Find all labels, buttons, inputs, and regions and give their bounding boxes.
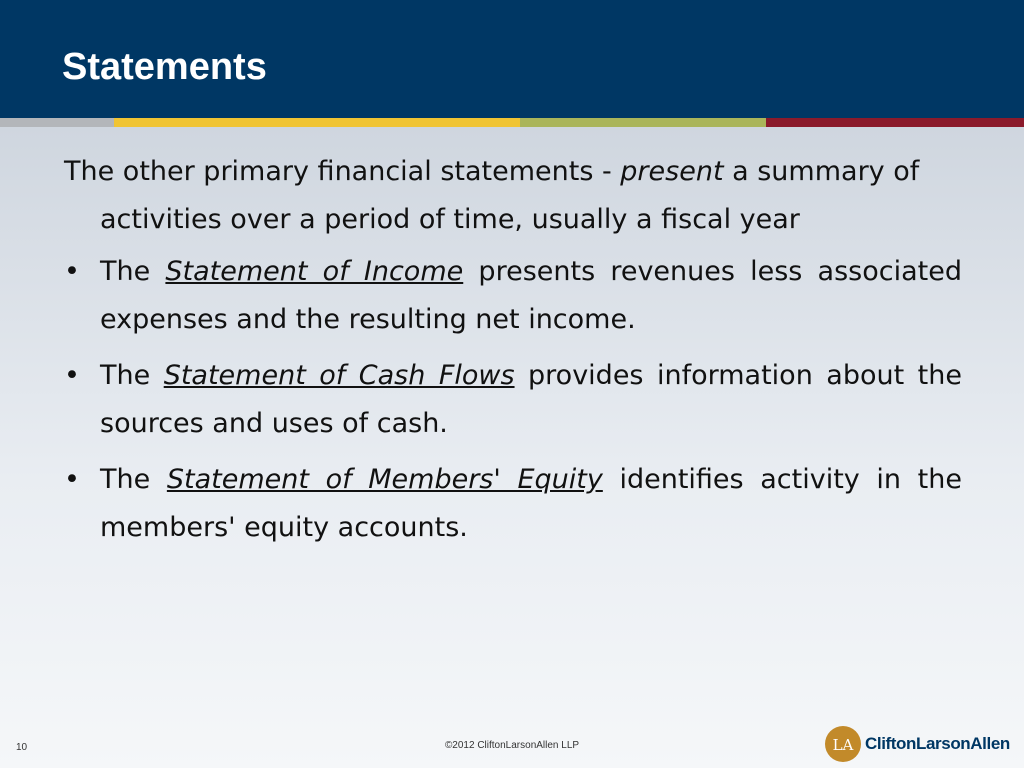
term-statement-of-income[interactable]: Statement of Income (165, 256, 464, 287)
intro-text-end: a summary of activities over a period of time, usually a fiscal year (100, 156, 920, 235)
intro-emphasis: present (620, 156, 724, 187)
bullet-rest: identifies activity in the members' equity accounts. (100, 464, 962, 543)
bullet-dot: • (64, 256, 80, 287)
slide-number: 10 (16, 742, 28, 753)
accent-stripe-gray (0, 118, 114, 127)
bullet-dot: • (64, 360, 80, 391)
accent-stripe-red (766, 118, 1024, 127)
slide-body (64, 148, 962, 560)
bullet-dot: • (64, 464, 80, 495)
slide-header (0, 0, 1024, 118)
term-statement-of-members-equity[interactable]: Statement of Members' Equity (166, 464, 603, 495)
bullet-statement-of-income (64, 248, 962, 344)
slide-title: Statements (62, 46, 267, 88)
bullet-lead: The (100, 464, 167, 495)
logo-wordmark: CliftonLarsonAllen (865, 734, 1010, 753)
intro-paragraph (64, 148, 962, 244)
term-statement-of-cash-flows[interactable]: Statement of Cash Flows (163, 360, 515, 391)
intro-text-start: The other primary financial statements - (64, 156, 621, 187)
copyright-text: ©2012 CliftonLarsonAllen LLP (444, 740, 580, 751)
bullet-lead: The (100, 360, 164, 391)
bullet-statement-of-members-equity (64, 456, 962, 552)
logo-mark-icon (824, 725, 862, 763)
bullet-rest: presents revenues less associated expenses and the resulting net income. (100, 256, 962, 335)
bullet-statement-of-cash-flows (64, 352, 962, 448)
bullet-lead: The (100, 256, 166, 287)
accent-stripe-gold (114, 118, 520, 127)
company-logo (824, 722, 1024, 766)
accent-stripe-green (520, 118, 766, 127)
logo-mark-letters: LA (832, 736, 854, 754)
bullet-rest: provides information about the sources and uses of cash. (100, 360, 962, 439)
